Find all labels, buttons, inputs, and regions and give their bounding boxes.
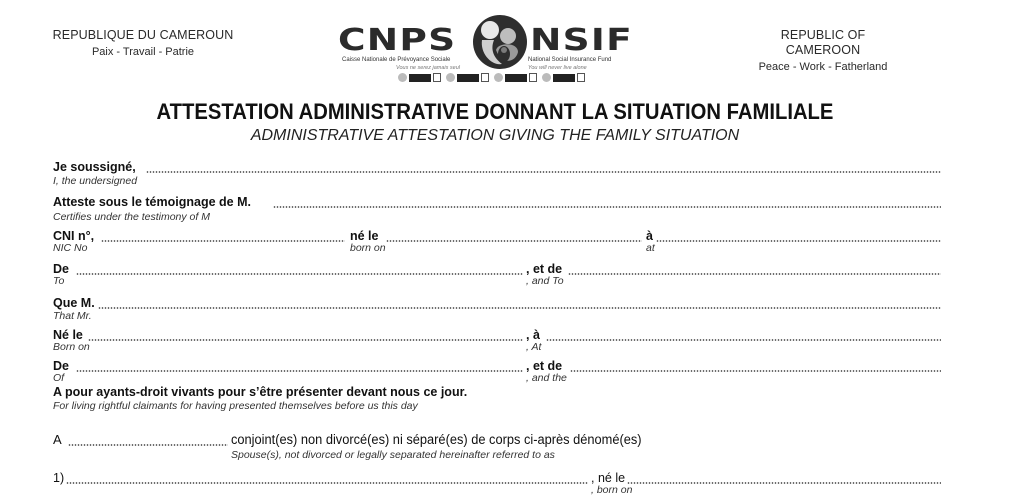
born-at-label-en: , At	[526, 341, 542, 353]
and-the-field[interactable]	[570, 370, 941, 372]
born-on-field[interactable]	[88, 339, 523, 341]
from-label-en: To	[53, 275, 65, 287]
nic-at-label-en: at	[646, 242, 655, 254]
from-field[interactable]	[76, 273, 523, 275]
spouse-statement: conjoint(es) non divorcé(es) ni séparé(es) de corps ci-après dénomé(es)	[231, 432, 642, 447]
certification-badge	[446, 73, 489, 82]
check-icon	[481, 73, 489, 82]
motto-fr: Paix - Travail - Patrie	[91, 46, 195, 58]
iso-icon	[398, 73, 407, 82]
logo-tagline-en: You will never live alone	[528, 65, 587, 71]
and-the-label-en: , and the	[526, 372, 567, 384]
undersigned-field[interactable]	[146, 171, 941, 173]
document-title-en: ADMINISTRATIVE ATTESTATION GIVING THE FAMILY SITUATION	[250, 127, 740, 144]
of-label-en: Of	[53, 372, 65, 384]
nic-at-label: à	[646, 229, 653, 243]
logo-subtitle-en: National Social Insurance Fund	[528, 57, 612, 63]
spouse-statement-en: Spouse(s), not divorced or legally separated hereinafter referred to as	[231, 449, 555, 461]
entry-1-born-label-en: , born on	[591, 484, 633, 496]
entry-1-born-field[interactable]	[627, 482, 941, 484]
country-name-fr: REPUBLIQUE DU CAMEROUN	[52, 28, 234, 42]
and-the-label: , et de	[526, 359, 563, 373]
check-icon	[433, 73, 441, 82]
certification-badge	[494, 73, 537, 82]
country-name-en: REPUBLIC OF CAMEROON	[780, 28, 866, 57]
nic-label: CNI n°,	[53, 229, 95, 243]
testimony-label: Atteste sous le témoignage de M.	[53, 195, 251, 209]
that-mr-label-en: That Mr.	[53, 310, 92, 322]
and-of-field[interactable]	[568, 273, 941, 275]
entry-1-number: 1)	[53, 471, 65, 485]
undersigned-label-en: I, the undersigned	[53, 175, 138, 187]
claimants-statement-en: For living rightful claimants for having presented themselves before us this day	[53, 400, 418, 412]
cnps-nsif-logo	[336, 14, 636, 94]
entry-1-born-label: , né le	[591, 471, 626, 485]
iso-icon	[446, 73, 455, 82]
testimony-label-en: Certifies under the testimony of M	[53, 211, 210, 223]
logo-cnps-word: CNPS	[338, 23, 457, 58]
born-on-label-en: Born on	[53, 341, 90, 353]
nic-at-field[interactable]	[656, 240, 941, 242]
undersigned-label: Je soussigné,	[53, 160, 136, 174]
that-mr-label: Que M.	[53, 296, 95, 310]
iso-icon	[542, 73, 551, 82]
testimony-field[interactable]	[273, 206, 941, 208]
header-right	[748, 28, 898, 74]
of-field[interactable]	[76, 370, 523, 372]
family-emblem-icon	[472, 14, 528, 70]
born-at-field[interactable]	[546, 339, 941, 341]
logo-nsif-word: NSIF	[530, 23, 633, 58]
nic-label-en: NIC No	[53, 242, 88, 254]
and-of-label: , et de	[526, 262, 563, 276]
iso-icon	[494, 73, 503, 82]
certification-badge	[542, 73, 585, 82]
entry-1-name-field[interactable]	[66, 482, 588, 484]
spouse-prefix: A	[53, 432, 62, 447]
from-label: De	[53, 262, 69, 276]
certification-badge	[398, 73, 441, 82]
motto-en: Peace - Work - Fatherland	[758, 61, 888, 73]
check-icon	[577, 73, 585, 82]
nic-born-field[interactable]	[386, 240, 642, 242]
nic-field[interactable]	[101, 240, 345, 242]
claimants-statement: A pour ayants-droit vivants pour s’être présenter devant nous ce jour.	[53, 385, 468, 399]
and-of-label-en: , and To	[526, 275, 564, 287]
logo-tagline-fr: Vous ne serez jamais seul	[396, 65, 460, 71]
logo-subtitle-fr: Caisse Nationale de Prévoyance Sociale	[342, 57, 451, 63]
spouse-count-field[interactable]	[68, 444, 228, 446]
nic-born-label: né le	[350, 229, 379, 243]
that-mr-field[interactable]	[98, 307, 941, 309]
born-on-label: Né le	[53, 328, 83, 342]
document-title-fr: ATTESTATION ADMINISTRATIVE DONNANT LA SITUATION FAMILIALE	[156, 99, 834, 124]
nic-born-label-en: born on	[350, 242, 386, 254]
header-left	[52, 28, 234, 59]
born-at-label: , à	[526, 328, 540, 342]
check-icon	[529, 73, 537, 82]
of-label: De	[53, 359, 69, 373]
certification-badges	[398, 73, 585, 82]
